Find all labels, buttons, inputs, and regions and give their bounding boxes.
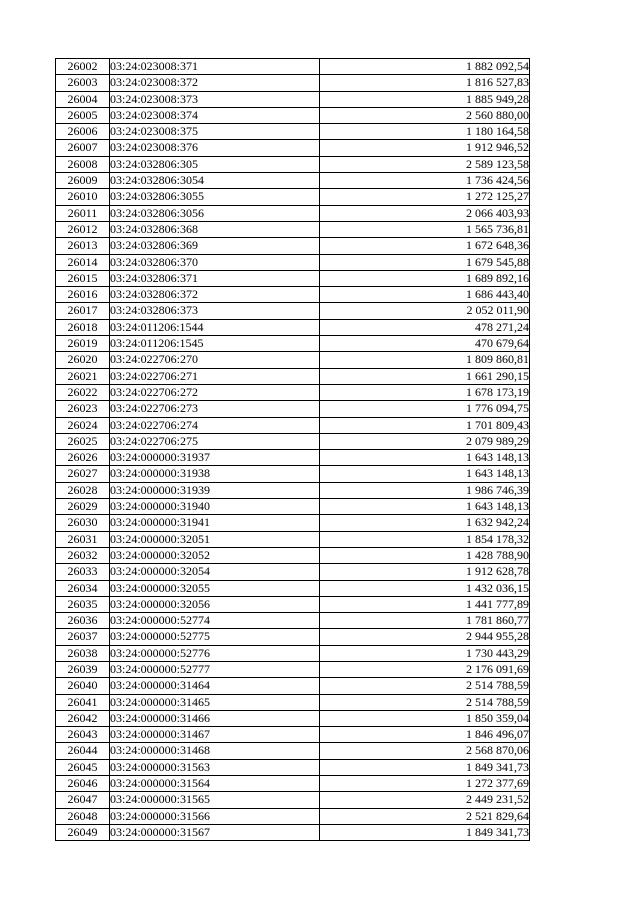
cadastral-value-cell: 1 428 788,90: [320, 547, 530, 563]
cadastral-value-cell: 1 912 946,52: [320, 140, 530, 156]
cadastral-value-cell: 2 944 955,28: [320, 629, 530, 645]
cadastral-number-cell: 03:24:022706:274: [110, 417, 320, 433]
cadastral-value-cell: 1 736 424,56: [320, 173, 530, 189]
row-number-cell: 26025: [56, 433, 110, 449]
cadastral-value-cell: 1 854 178,32: [320, 531, 530, 547]
row-number-cell: 26006: [56, 124, 110, 140]
cadastral-value-cell: 1 272 377,69: [320, 776, 530, 792]
cadastral-number-cell: 03:24:000000:31937: [110, 450, 320, 466]
cadastral-number-cell: 03:24:000000:32051: [110, 531, 320, 547]
table-row: [56, 776, 530, 792]
cadastral-number-cell: 03:24:000000:52776: [110, 645, 320, 661]
cadastral-number-cell: 03:24:032806:371: [110, 270, 320, 286]
table-row: [56, 401, 530, 417]
cadastral-number-cell: 03:24:000000:52774: [110, 613, 320, 629]
row-number-cell: 26008: [56, 156, 110, 172]
cadastral-value-cell: 1 643 148,13: [320, 450, 530, 466]
row-number-cell: 26048: [56, 808, 110, 824]
cadastral-number-cell: 03:24:032806:305: [110, 156, 320, 172]
table-row: [56, 645, 530, 661]
row-number-cell: 26033: [56, 564, 110, 580]
cadastral-value-cell: 1 701 809,43: [320, 417, 530, 433]
cadastral-value-cell: 1 882 092,54: [320, 59, 530, 75]
table-row: [56, 531, 530, 547]
cadastral-value-cell: 1 689 892,16: [320, 270, 530, 286]
row-number-cell: 26041: [56, 694, 110, 710]
cadastral-number-cell: 03:24:000000:31940: [110, 499, 320, 515]
cadastral-value-cell: 2 568 870,06: [320, 743, 530, 759]
row-number-cell: 26036: [56, 613, 110, 629]
cadastral-number-cell: 03:24:000000:32056: [110, 596, 320, 612]
cadastral-value-cell: 2 514 788,59: [320, 694, 530, 710]
cadastral-number-cell: 03:24:023008:376: [110, 140, 320, 156]
table-row: [56, 221, 530, 237]
cadastral-number-cell: 03:24:032806:373: [110, 303, 320, 319]
cadastral-number-cell: 03:24:000000:31468: [110, 743, 320, 759]
table-row: [56, 580, 530, 596]
cadastral-value-cell: 1 565 736,81: [320, 221, 530, 237]
table-row: [56, 564, 530, 580]
cadastral-number-cell: 03:24:022706:272: [110, 384, 320, 400]
row-number-cell: 26013: [56, 238, 110, 254]
cadastral-value-cell: 1 849 341,73: [320, 759, 530, 775]
cadastral-value-cell: 2 514 788,59: [320, 678, 530, 694]
row-number-cell: 26009: [56, 173, 110, 189]
row-number-cell: 26015: [56, 270, 110, 286]
table-row: [56, 417, 530, 433]
cadastral-number-cell: 03:24:022706:271: [110, 368, 320, 384]
table-row: [56, 613, 530, 629]
cadastral-value-cell: 2 589 123,58: [320, 156, 530, 172]
cadastral-number-cell: 03:24:000000:52777: [110, 661, 320, 677]
table-row: [56, 189, 530, 205]
cadastral-number-cell: 03:24:023008:371: [110, 59, 320, 75]
table-row: [56, 319, 530, 335]
table-row: [56, 678, 530, 694]
row-number-cell: 26032: [56, 547, 110, 563]
row-number-cell: 26028: [56, 482, 110, 498]
cadastral-number-cell: 03:24:023008:374: [110, 107, 320, 123]
cadastral-value-cell: 1 441 777,89: [320, 596, 530, 612]
cadastral-number-cell: 03:24:032806:3055: [110, 189, 320, 205]
cadastral-number-cell: 03:24:032806:372: [110, 287, 320, 303]
table-row: [56, 661, 530, 677]
row-number-cell: 26027: [56, 466, 110, 482]
cadastral-value-cell: 2 176 091,69: [320, 661, 530, 677]
table-row: [56, 499, 530, 515]
cadastral-value-cell: 2 449 231,52: [320, 792, 530, 808]
row-number-cell: 26014: [56, 254, 110, 270]
table-row: [56, 547, 530, 563]
cadastral-number-cell: 03:24:000000:31567: [110, 824, 320, 840]
table-row: [56, 694, 530, 710]
table-row: [56, 759, 530, 775]
row-number-cell: 26049: [56, 824, 110, 840]
table-row: [56, 824, 530, 840]
table-row: [56, 91, 530, 107]
table-row: [56, 287, 530, 303]
table-row: [56, 710, 530, 726]
cadastral-number-cell: 03:24:023008:375: [110, 124, 320, 140]
table-row: [56, 450, 530, 466]
cadastral-number-cell: 03:24:000000:31941: [110, 515, 320, 531]
table-body: [56, 59, 530, 841]
row-number-cell: 26038: [56, 645, 110, 661]
cadastral-value-cell: 1 885 949,28: [320, 91, 530, 107]
cadastral-value-cell: 1 686 443,40: [320, 287, 530, 303]
row-number-cell: 26042: [56, 710, 110, 726]
row-number-cell: 26021: [56, 368, 110, 384]
row-number-cell: 26002: [56, 59, 110, 75]
table-row: [56, 124, 530, 140]
row-number-cell: 26022: [56, 384, 110, 400]
cadastral-number-cell: 03:24:000000:31467: [110, 727, 320, 743]
cadastral-value-table: [55, 58, 530, 841]
cadastral-number-cell: 03:24:000000:52775: [110, 629, 320, 645]
cadastral-number-cell: 03:24:022706:273: [110, 401, 320, 417]
row-number-cell: 26024: [56, 417, 110, 433]
table-row: [56, 368, 530, 384]
table-row: [56, 384, 530, 400]
cadastral-number-cell: 03:24:000000:31566: [110, 808, 320, 824]
table-row: [56, 352, 530, 368]
row-number-cell: 26012: [56, 221, 110, 237]
table-row: [56, 433, 530, 449]
row-number-cell: 26040: [56, 678, 110, 694]
row-number-cell: 26037: [56, 629, 110, 645]
cadastral-value-cell: 2 521 829,64: [320, 808, 530, 824]
table-row: [56, 173, 530, 189]
cadastral-number-cell: 03:24:000000:31564: [110, 776, 320, 792]
cadastral-value-cell: 1 730 443,29: [320, 645, 530, 661]
table-row: [56, 156, 530, 172]
cadastral-number-cell: 03:24:032806:370: [110, 254, 320, 270]
cadastral-value-cell: 1 672 648,36: [320, 238, 530, 254]
cadastral-number-cell: 03:24:011206:1544: [110, 319, 320, 335]
cadastral-value-cell: 1 776 094,75: [320, 401, 530, 417]
cadastral-value-cell: 1 816 527,83: [320, 75, 530, 91]
table-row: [56, 727, 530, 743]
row-number-cell: 26043: [56, 727, 110, 743]
cadastral-number-cell: 03:24:011206:1545: [110, 336, 320, 352]
table-row: [56, 743, 530, 759]
table-row: [56, 107, 530, 123]
cadastral-value-cell: 2 560 880,00: [320, 107, 530, 123]
row-number-cell: 26004: [56, 91, 110, 107]
cadastral-value-cell: 1 986 746,39: [320, 482, 530, 498]
row-number-cell: 26029: [56, 499, 110, 515]
row-number-cell: 26007: [56, 140, 110, 156]
table-row: [56, 808, 530, 824]
row-number-cell: 26039: [56, 661, 110, 677]
row-number-cell: 26023: [56, 401, 110, 417]
cadastral-number-cell: 03:24:000000:31938: [110, 466, 320, 482]
table-row: [56, 270, 530, 286]
row-number-cell: 26016: [56, 287, 110, 303]
row-number-cell: 26046: [56, 776, 110, 792]
cadastral-number-cell: 03:24:000000:31939: [110, 482, 320, 498]
cadastral-value-cell: 1 632 942,24: [320, 515, 530, 531]
cadastral-value-cell: 1 272 125,27: [320, 189, 530, 205]
table-row: [56, 629, 530, 645]
cadastral-number-cell: 03:24:000000:31465: [110, 694, 320, 710]
row-number-cell: 26003: [56, 75, 110, 91]
row-number-cell: 26017: [56, 303, 110, 319]
row-number-cell: 26031: [56, 531, 110, 547]
cadastral-number-cell: 03:24:032806:368: [110, 221, 320, 237]
cadastral-value-cell: 2 066 403,93: [320, 205, 530, 221]
cadastral-number-cell: 03:24:000000:32054: [110, 564, 320, 580]
table-row: [56, 59, 530, 75]
row-number-cell: 26005: [56, 107, 110, 123]
cadastral-value-cell: 1 180 164,58: [320, 124, 530, 140]
table-row: [56, 515, 530, 531]
row-number-cell: 26034: [56, 580, 110, 596]
cadastral-number-cell: 03:24:022706:270: [110, 352, 320, 368]
row-number-cell: 26020: [56, 352, 110, 368]
cadastral-value-cell: 1 643 148,13: [320, 466, 530, 482]
cadastral-number-cell: 03:24:000000:32055: [110, 580, 320, 596]
cadastral-value-cell: 2 052 011,90: [320, 303, 530, 319]
table-row: [56, 238, 530, 254]
row-number-cell: 26035: [56, 596, 110, 612]
row-number-cell: 26010: [56, 189, 110, 205]
table-row: [56, 336, 530, 352]
cadastral-number-cell: 03:24:032806:3056: [110, 205, 320, 221]
row-number-cell: 26045: [56, 759, 110, 775]
cadastral-number-cell: 03:24:000000:31466: [110, 710, 320, 726]
cadastral-value-cell: 478 271,24: [320, 319, 530, 335]
cadastral-value-cell: 1 643 148,13: [320, 499, 530, 515]
cadastral-value-cell: 1 912 628,78: [320, 564, 530, 580]
row-number-cell: 26026: [56, 450, 110, 466]
row-number-cell: 26044: [56, 743, 110, 759]
table-row: [56, 596, 530, 612]
table-row: [56, 254, 530, 270]
row-number-cell: 26019: [56, 336, 110, 352]
cadastral-value-cell: 1 661 290,15: [320, 368, 530, 384]
cadastral-value-cell: 470 679,64: [320, 336, 530, 352]
table-row: [56, 205, 530, 221]
table-row: [56, 140, 530, 156]
table-row: [56, 466, 530, 482]
cadastral-number-cell: 03:24:000000:31565: [110, 792, 320, 808]
cadastral-number-cell: 03:24:023008:372: [110, 75, 320, 91]
cadastral-number-cell: 03:24:032806:3054: [110, 173, 320, 189]
table-row: [56, 75, 530, 91]
table-row: [56, 303, 530, 319]
cadastral-number-cell: 03:24:032806:369: [110, 238, 320, 254]
row-number-cell: 26030: [56, 515, 110, 531]
cadastral-value-cell: 1 846 496,07: [320, 727, 530, 743]
cadastral-value-cell: 1 679 545,88: [320, 254, 530, 270]
cadastral-value-cell: 2 079 989,29: [320, 433, 530, 449]
cadastral-value-cell: 1 678 173,19: [320, 384, 530, 400]
cadastral-number-cell: 03:24:000000:31563: [110, 759, 320, 775]
table-row: [56, 792, 530, 808]
cadastral-value-cell: 1 781 860,77: [320, 613, 530, 629]
row-number-cell: 26047: [56, 792, 110, 808]
cadastral-number-cell: 03:24:000000:32052: [110, 547, 320, 563]
cadastral-value-cell: 1 850 359,04: [320, 710, 530, 726]
cadastral-value-cell: 1 809 860,81: [320, 352, 530, 368]
row-number-cell: 26018: [56, 319, 110, 335]
cadastral-number-cell: 03:24:000000:31464: [110, 678, 320, 694]
row-number-cell: 26011: [56, 205, 110, 221]
table-row: [56, 482, 530, 498]
cadastral-value-cell: 1 849 341,73: [320, 824, 530, 840]
cadastral-number-cell: 03:24:022706:275: [110, 433, 320, 449]
cadastral-value-cell: 1 432 036,15: [320, 580, 530, 596]
cadastral-number-cell: 03:24:023008:373: [110, 91, 320, 107]
